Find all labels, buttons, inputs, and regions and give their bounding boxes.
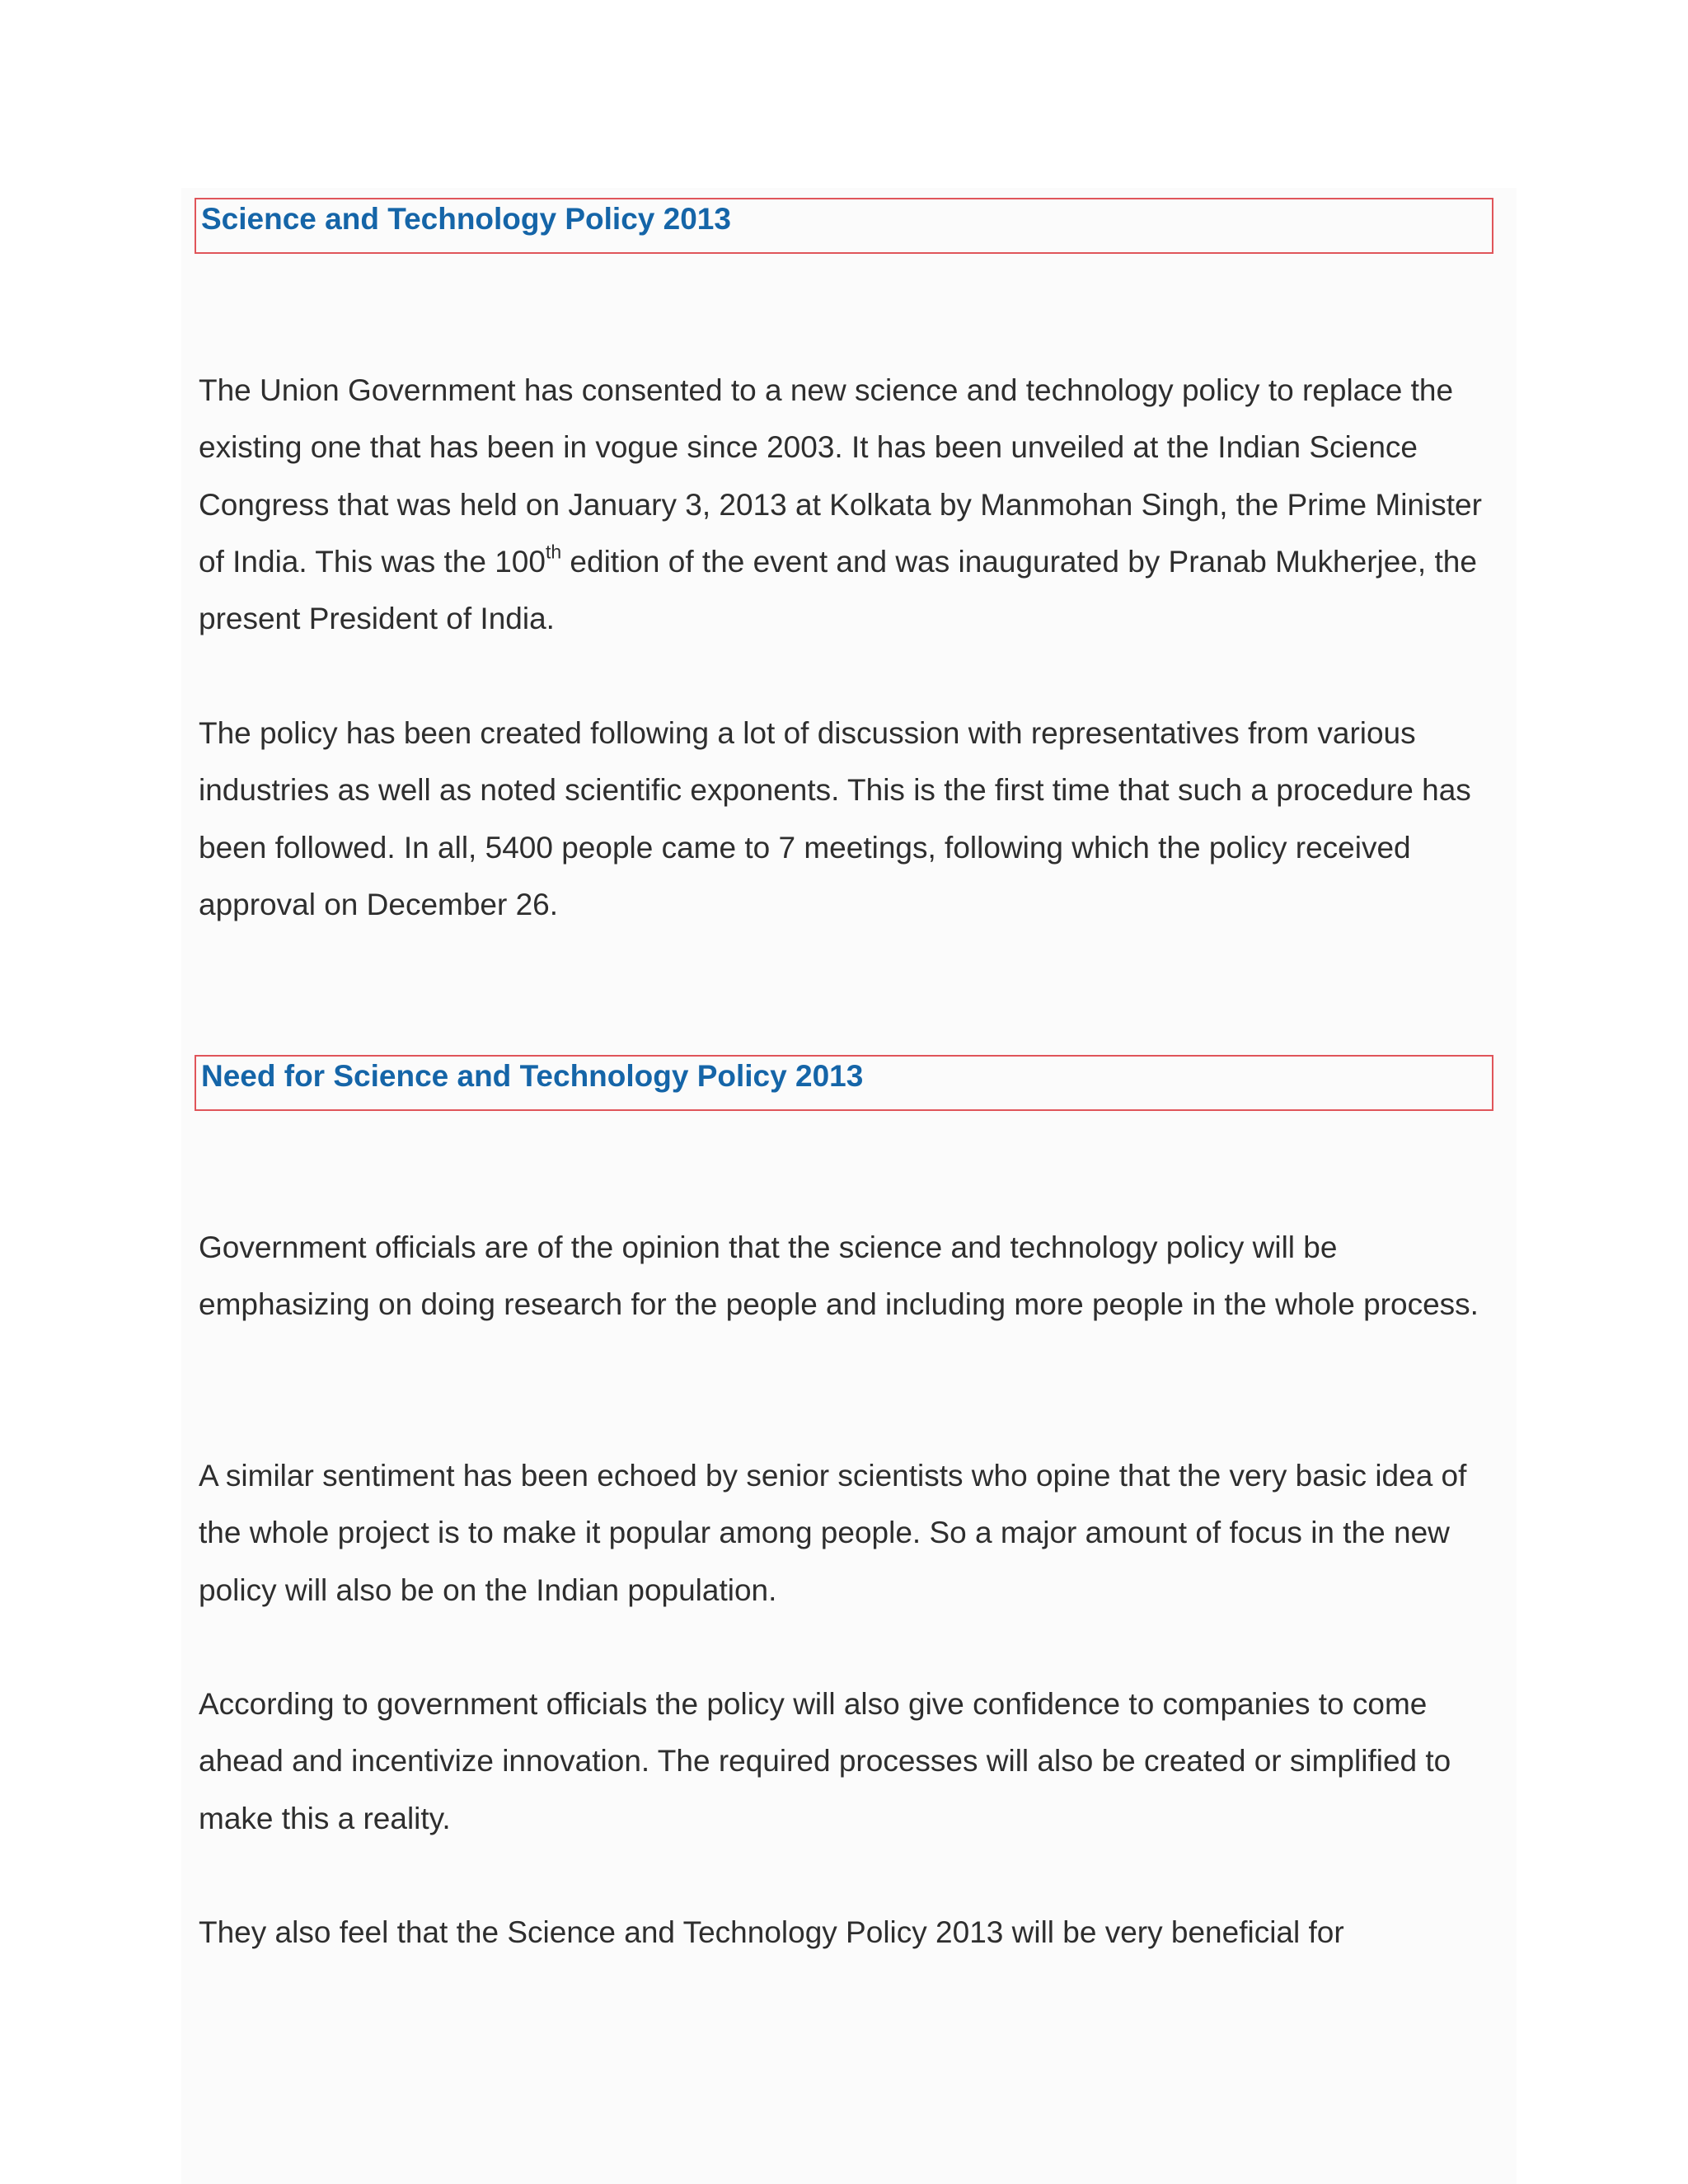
paragraph: A similar sentiment has been echoed by senior scientists who opine that the very basic idea of the whole project is to make it popular among people. So a major amount of focus in the new policy will also be on the Indian population. [199, 1459, 1467, 1607]
paragraph-text: edition of the event and was inaugurated by Pranab Mukherjee, the present President of India. [199, 544, 1477, 636]
paragraph-intro [199, 362, 1497, 647]
paragraph: According to government officials the policy will also give confidence to companies to come ahead and incentivize innovation. The required processes will also be created or simplified to make this a reality. [199, 1687, 1451, 1835]
section-heading: Science and Technology Policy 2013 [201, 202, 731, 236]
section-heading: Need for Science and Technology Policy 2013 [201, 1059, 864, 1093]
ordinal-superscript: th [545, 541, 562, 563]
section-heading-box [195, 1055, 1493, 1111]
section-heading-box [195, 198, 1493, 254]
paragraph: The policy has been created following a lot of discussion with representatives from various industries as well as noted scientific exponents. This is the first time that such a procedure has been followed. In all, 5400 people came to 7 meetings, following which the policy received approval on December 26. [199, 716, 1471, 921]
paragraph-text: The Union Government has consented to a new science and technology policy to replace the existing one that has been in vogue since 2003. It has been unveiled at the Indian Science Congress that was held on January 3, 2013 at Kolkata by Manmohan Singh, the Prime Minister of India. This was the 100 [199, 373, 1482, 579]
paragraph: Government officials are of the opinion that the science and technology policy will be emphasizing on doing research for the people and including more people in the whole process. [199, 1230, 1479, 1322]
paragraph: They also feel that the Science and Technology Policy 2013 will be very beneficial for [199, 1915, 1344, 1949]
